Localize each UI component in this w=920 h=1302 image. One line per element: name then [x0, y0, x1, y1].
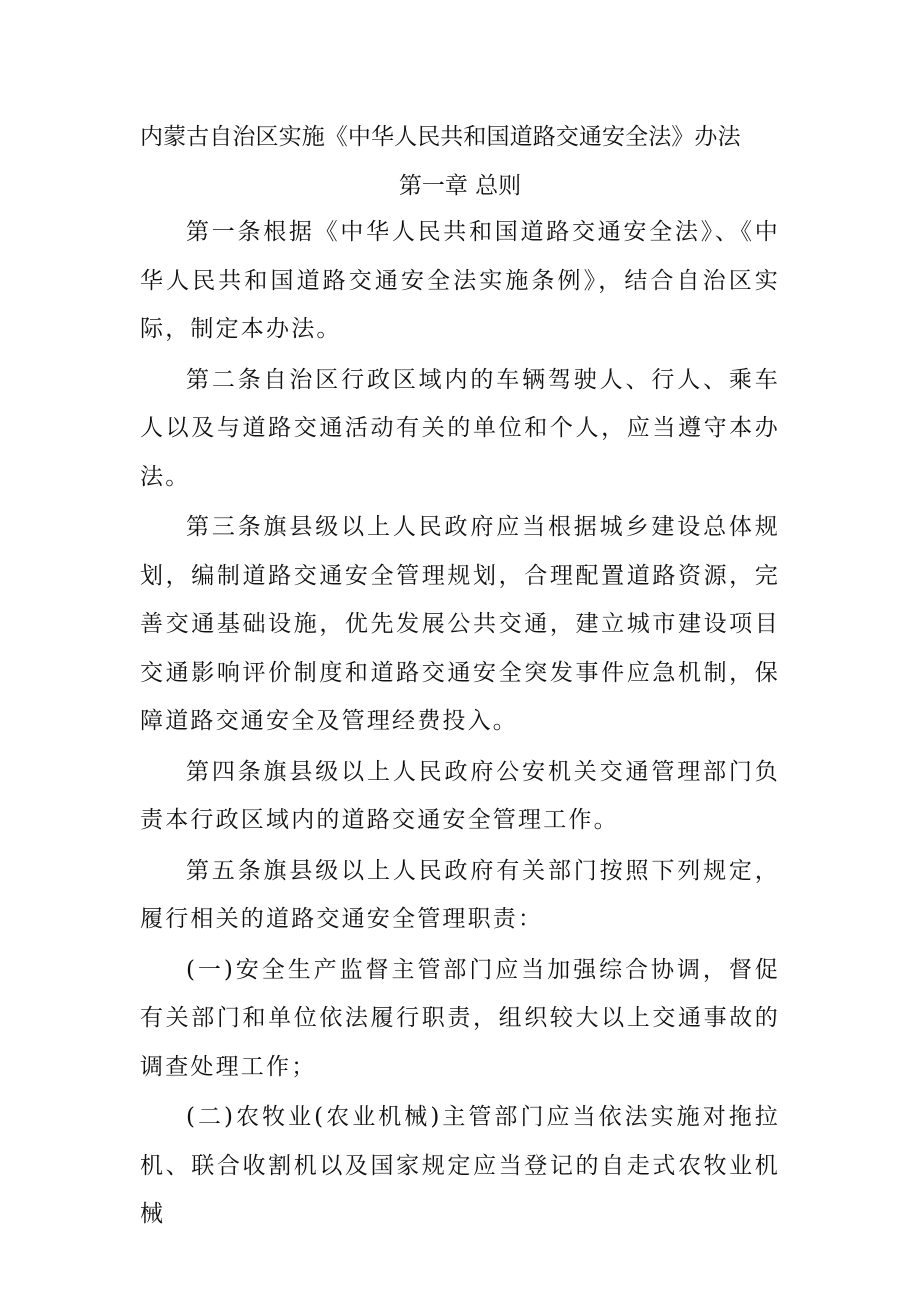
article-1: 第一条根据《中华人民共和国道路交通安全法》、《中华人民共和国道路交通安全法实施条例》，结合自治区实际，制定本办法。: [140, 219, 780, 342]
chapter-heading: 第一章 总则: [398, 173, 522, 199]
document-title: 内蒙古自治区实施《中华人民共和国道路交通安全法》办法: [140, 124, 741, 150]
document-body: [140, 208, 780, 1241]
article-5-item-2: (二)农牧业(农业机械)主管部门应当依法实施对拖拉机、联合收割机以及国家规定应当登记的自走式农牧业机械: [140, 1104, 780, 1227]
article-5: 第五条旗县级以上人民政府有关部门按照下列规定，履行相关的道路交通安全管理职责：: [140, 857, 780, 932]
article-5-item-1: (一)安全生产监督主管部门应当加强综合协调，督促有关部门和单位依法履行职责，组织较大以上交通事故的调查处理工作；: [140, 956, 780, 1080]
article-3: 第三条旗县级以上人民政府应当根据城乡建设总体规划，编制道路交通安全管理规划，合理配置道路资源，完善交通基础设施，优先发展公共交通，建立城市建设项目交通影响评价制度和道路交通安全突发事件应急机制，保障道路交通安全及管理经费投入。: [140, 514, 780, 734]
article-2: 第二条自治区行政区域内的车辆驾驶人、行人、乘车人以及与道路交通活动有关的单位和个人，应当遵守本办法。: [140, 366, 780, 490]
article-4: 第四条旗县级以上人民政府公安机关交通管理部门负责本行政区域内的道路交通安全管理工作。: [140, 758, 780, 833]
